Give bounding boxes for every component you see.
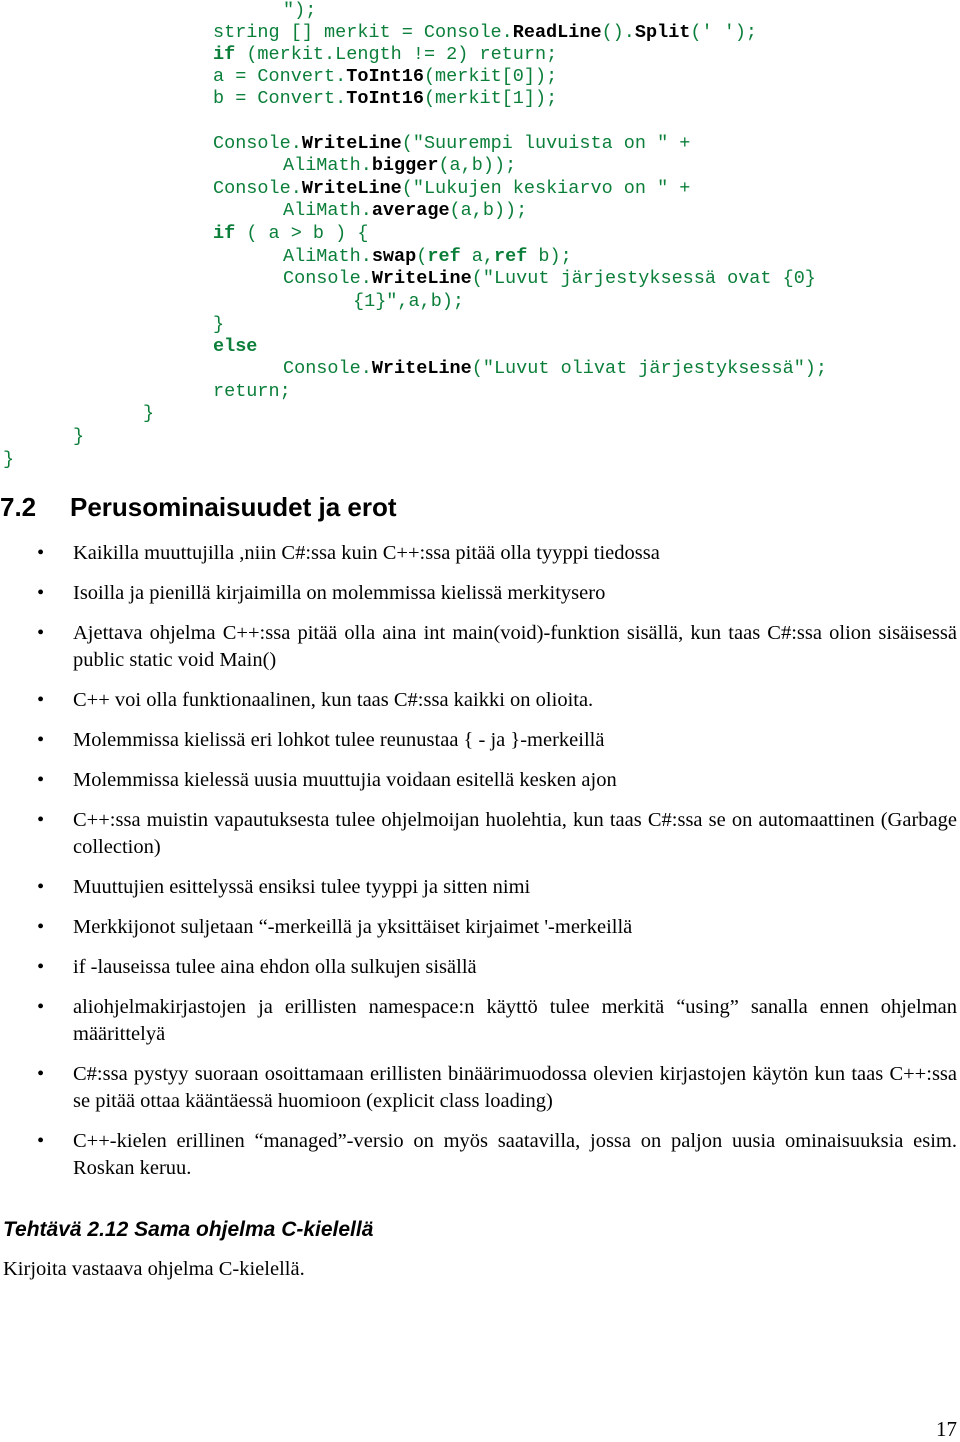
bullet-icon: •	[37, 769, 45, 791]
code-token: bigger	[371, 155, 439, 176]
bullet-icon: •	[37, 809, 45, 831]
list-item-text: Molemmissa kielessä uusia muuttujia voidaan esitellä kesken ajon	[73, 769, 617, 791]
list-item-text: C++ voi olla funktionaalinen, kun taas C#:ssa kaikki on olioita.	[73, 689, 594, 711]
code-token: ref	[427, 246, 461, 267]
code-line-5	[213, 88, 557, 110]
list-item	[0, 1061, 957, 1115]
bullet-icon: •	[37, 996, 45, 1018]
code-line-16	[283, 358, 827, 380]
section-title: Perusominaisuudet ja erot	[70, 492, 397, 522]
code-line-17	[213, 381, 291, 403]
list-item-text: Ajettava ohjelma C++:ssa pitää olla aina int main(void)-funktion sisällä, kun taas C#:ssa olion sisäisessä public static void Main()	[73, 622, 957, 671]
list-item-text: Molemmissa kielissä eri lohkot tulee reunustaa { - ja }-merkeillä	[73, 729, 605, 751]
code-line-8	[213, 178, 690, 200]
code-token: ref	[493, 246, 528, 267]
list-item-text: C++:ssa muistin vapautuksesta tulee ohjelmoijan huolehtia, kun taas C#:ssa se on automaattinen (Garbage collection)	[73, 809, 957, 858]
code-token: if	[213, 223, 236, 244]
code-token: Console.	[213, 178, 302, 199]
code-token: (a,b));	[449, 200, 528, 221]
code-line-7	[283, 155, 516, 177]
list-item	[0, 994, 957, 1048]
code-token: b);	[527, 246, 572, 267]
page-number: 17	[936, 1417, 957, 1441]
list-item	[0, 914, 957, 941]
list-item-text: Muuttujien esittelyssä ensiksi tulee tyyppi ja sitten nimi	[73, 876, 531, 898]
code-token: AliMath.	[283, 155, 372, 176]
code-token: ("Lukujen keskiarvo on " +	[401, 178, 691, 199]
bullet-icon: •	[37, 956, 45, 978]
code-token: (merkit.Length != 2)	[235, 44, 480, 65]
list-item-text: if -lauseissa tulee aina ehdon olla sulkujen sisällä	[73, 956, 477, 978]
code-token: ReadLine	[512, 22, 602, 43]
code-line-1	[283, 0, 316, 22]
bullet-icon: •	[37, 916, 45, 938]
code-token: AliMath.	[283, 246, 372, 267]
code-token: ( a > b ) {	[235, 223, 369, 244]
code-token: string [] merkit = Console.	[213, 22, 513, 43]
code-token: Console.	[283, 358, 372, 379]
list-item	[0, 807, 957, 861]
code-token: b = Convert.	[213, 88, 347, 109]
list-item	[0, 620, 957, 674]
code-line-12	[283, 268, 816, 290]
code-brace-method: }	[143, 403, 155, 424]
list-item	[0, 580, 957, 607]
code-token: Console.	[283, 268, 372, 289]
code-line-6	[213, 133, 690, 155]
bullet-icon: •	[37, 689, 45, 711]
list-item-text: C++-kielen erillinen “managed”-versio on myös saatavilla, jossa on paljon uusia ominaisuuksia esim. Roskan keruu.	[73, 1130, 957, 1179]
code-line-13: {1}",a,b);	[353, 291, 465, 312]
code-token: a = Convert.	[213, 66, 347, 87]
code-line-11	[283, 246, 572, 268]
code-token: WriteLine	[371, 268, 472, 289]
code-token: ;	[546, 44, 558, 65]
code-token: Console.	[213, 133, 302, 154]
section-number: 7.2	[0, 492, 37, 522]
list-item	[0, 687, 957, 714]
code-token: (a,b));	[438, 155, 517, 176]
section-heading	[0, 492, 397, 523]
code-token: WriteLine	[371, 358, 472, 379]
list-item-text: C#:ssa pystyy suoraan osoittamaan erillisten binäärimuodossa olevien kirjastojen käytön kun taas C++:ssa se pitää ottaa kääntäessä huomioon (explicit class loading)	[73, 1063, 957, 1112]
list-item-text: Kaikilla muuttujilla ,niin C#:ssa kuin C++:ssa pitää olla tyyppi tiedossa	[73, 542, 660, 564]
code-token: ().	[601, 22, 635, 43]
task-title: Tehtävä 2.12 Sama ohjelma C-kielellä	[3, 1218, 374, 1241]
code-token: ToInt16	[346, 88, 424, 109]
list-item	[0, 540, 957, 567]
code-token: if	[213, 44, 236, 65]
code-token: ("Luvut olivat järjestyksessä");	[471, 358, 828, 379]
code-brace-namespace: }	[3, 449, 15, 470]
bullet-icon: •	[37, 729, 45, 751]
list-item	[0, 874, 957, 901]
bullet-icon: •	[37, 622, 45, 644]
code-line-2	[213, 22, 757, 44]
list-item	[0, 727, 957, 754]
code-token: ");	[283, 0, 317, 21]
code-token: swap	[371, 246, 417, 267]
bullet-icon: •	[37, 876, 45, 898]
code-token: ("Luvut järjestyksessä ovat {0}	[471, 268, 816, 289]
code-token: (merkit[0]);	[423, 66, 558, 87]
list-item	[0, 767, 957, 794]
code-token: return	[479, 44, 547, 65]
list-item	[0, 1128, 957, 1182]
code-token: WriteLine	[301, 178, 402, 199]
list-item-text: Isoilla ja pienillä kirjaimilla on molemmissa kielissä merkitysero	[73, 582, 606, 604]
bullet-icon: •	[37, 582, 45, 604]
code-line-15: else	[213, 336, 258, 357]
bullet-list	[0, 540, 960, 1195]
code-token: ;	[279, 381, 291, 402]
code-token: ("Suurempi luvuista on " +	[401, 133, 691, 154]
bullet-icon: •	[37, 1130, 45, 1152]
bullet-icon: •	[37, 542, 45, 564]
task-body: Kirjoita vastaava ohjelma C-kielellä.	[3, 1258, 305, 1280]
code-line-10	[213, 223, 368, 245]
code-line-14: }	[213, 314, 225, 335]
code-token: average	[371, 200, 450, 221]
code-token: a,	[460, 246, 494, 267]
code-token: AliMath.	[283, 200, 372, 221]
list-item-text: aliohjelmakirjastojen ja erillisten namespace:n käyttö tulee merkitä “using” sanalla ennen ohjelman määrittelyä	[73, 996, 957, 1045]
code-token: WriteLine	[301, 133, 402, 154]
code-line-3	[213, 44, 557, 66]
list-item-text: Merkkijonot suljetaan “-merkeillä ja yksittäiset kirjaimet '-merkeillä	[73, 916, 633, 938]
code-token: (' ');	[690, 22, 758, 43]
code-token: ToInt16	[346, 66, 424, 87]
bullet-icon: •	[37, 1063, 45, 1085]
code-token: (	[416, 246, 428, 267]
list-item	[0, 954, 957, 981]
code-token: Split	[634, 22, 691, 43]
code-line-9	[283, 200, 527, 222]
code-brace-class: }	[73, 426, 85, 447]
code-line-4	[213, 66, 557, 88]
code-token: (merkit[1]);	[423, 88, 558, 109]
code-token: return	[213, 381, 280, 402]
